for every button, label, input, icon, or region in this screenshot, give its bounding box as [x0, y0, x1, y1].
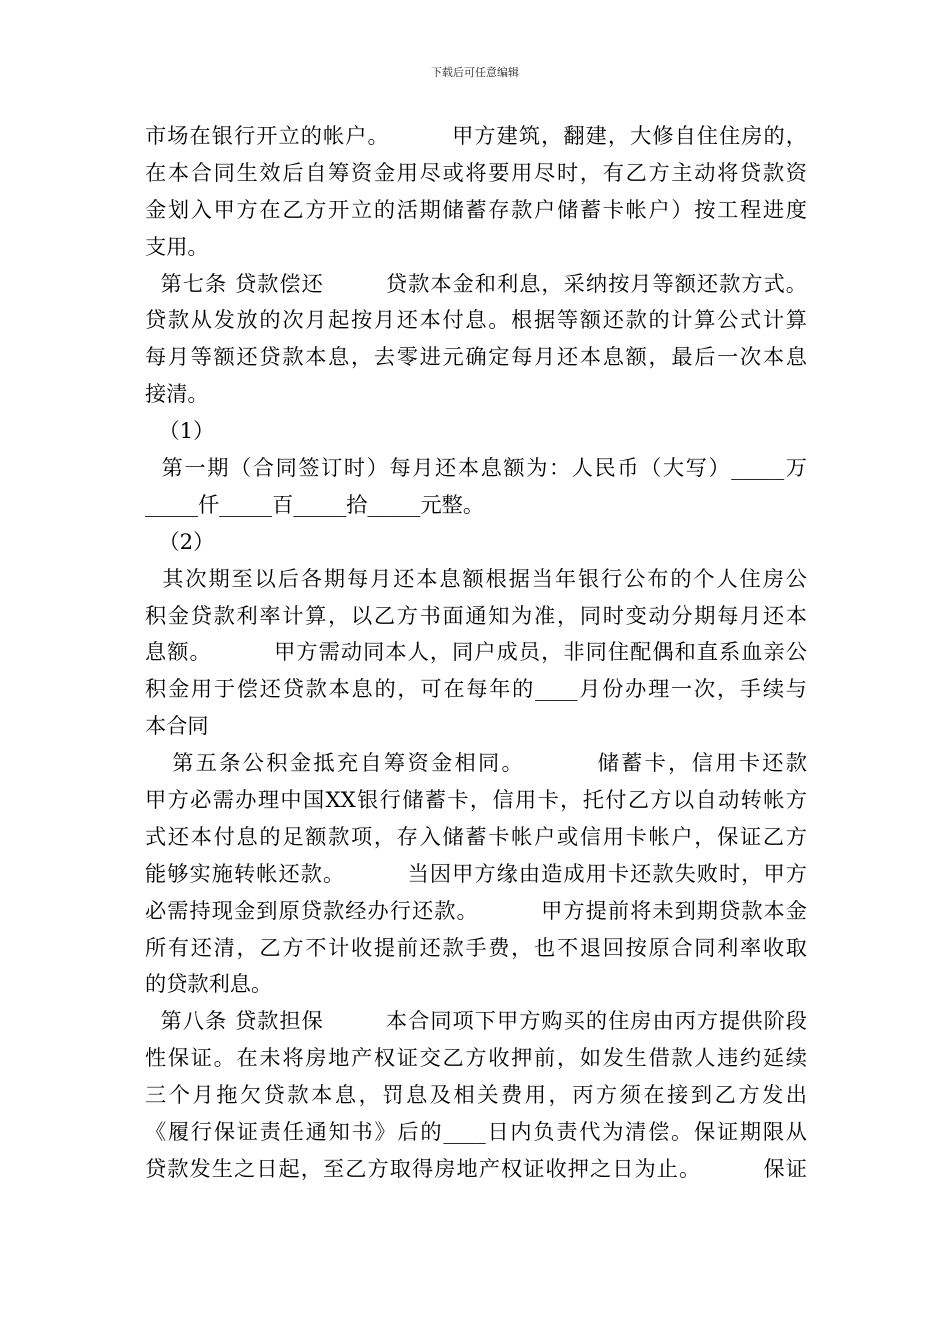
item-number-1: （1）: [145, 418, 215, 444]
text-line: 能够实施转帐还款。 当因甲方缘由造成用卡还款失败时，甲方: [145, 860, 807, 886]
document-body: [145, 118, 807, 1188]
text-line: 性保证。在未将房地产权证交乙方收押前，如发生借款人违约延续: [145, 1045, 807, 1071]
text-line: 市场在银行开立的帐户。 甲方建筑，翻建，大修自住住房的，: [145, 123, 807, 148]
text-line: 接清。: [145, 381, 209, 407]
article-5-heading-line: 第五条公积金抵充自筹资金相同。 储蓄卡，信用卡还款: [145, 750, 807, 776]
page-header: 下载后可任意编辑: [431, 66, 519, 79]
text-line: 金划入甲方在乙方开立的活期储蓄存款户储蓄卡帐户）按工程进度: [145, 196, 807, 222]
text-line: 的贷款利息。: [145, 971, 273, 997]
text-line: 贷款从发放的次月起按月还本付息。根据等额还款的计算公式计算: [145, 307, 807, 333]
text-line: 每月等额还贷款本息，去零进元确定每月还本息额，最后一次本息: [145, 344, 807, 370]
text-line: 《履行保证责任通知书》后的____日内负责代为清偿。保证期限从: [145, 1119, 807, 1145]
text-line: 第一期（合同签订时）每月还本息额为：人民币（大写）_____万: [145, 455, 807, 481]
text-line: 本合同: [145, 713, 209, 739]
text-line: 其次期至以后各期每月还本息额根据当年银行公布的个人住房公: [145, 565, 807, 591]
text-line: 在本合同生效后自筹资金用尽或将要用尽时，有乙方主动将贷款资: [145, 159, 807, 185]
text-line: 三个月拖欠贷款本息，罚息及相关费用，丙方须在接到乙方发出: [145, 1082, 807, 1108]
text-line: 式还本付息的足额款项，存入储蓄卡帐户或信用卡帐户，保证乙方: [145, 823, 807, 849]
text-line: 甲方必需办理中国XX银行储蓄卡，信用卡，托付乙方以自动转帐方: [145, 787, 807, 813]
text-line: _____仟_____百_____拾_____元整。: [145, 491, 485, 517]
item-number-2: （2）: [145, 528, 215, 554]
text-line: 支用。: [145, 233, 209, 259]
article-7-heading-line: 第七条 贷款偿还 贷款本金和利息，采纳按月等额还款方式。: [145, 270, 807, 296]
article-8-heading-line: 第八条 贷款担保 本合同项下甲方购买的住房由丙方提供阶段: [145, 1008, 807, 1034]
text-line: 必需持现金到原贷款经办行还款。 甲方提前将未到期贷款本金: [145, 897, 807, 923]
text-line: 积金贷款利率计算，以乙方书面通知为准，同时变动分期每月还本: [145, 602, 807, 628]
text-line: 所有还清，乙方不计收提前还款手费，也不退回按原合同利率收取: [145, 934, 807, 960]
text-line: 积金用于偿还贷款本息的，可在每年的____月份办理一次，手续与: [145, 676, 807, 702]
text-line: 贷款发生之日起，至乙方取得房地产权证收押之日为止。 保证: [145, 1155, 807, 1181]
text-line: 息额。 甲方需动同本人，同户成员，非同住配偶和直系血亲公: [145, 639, 807, 665]
